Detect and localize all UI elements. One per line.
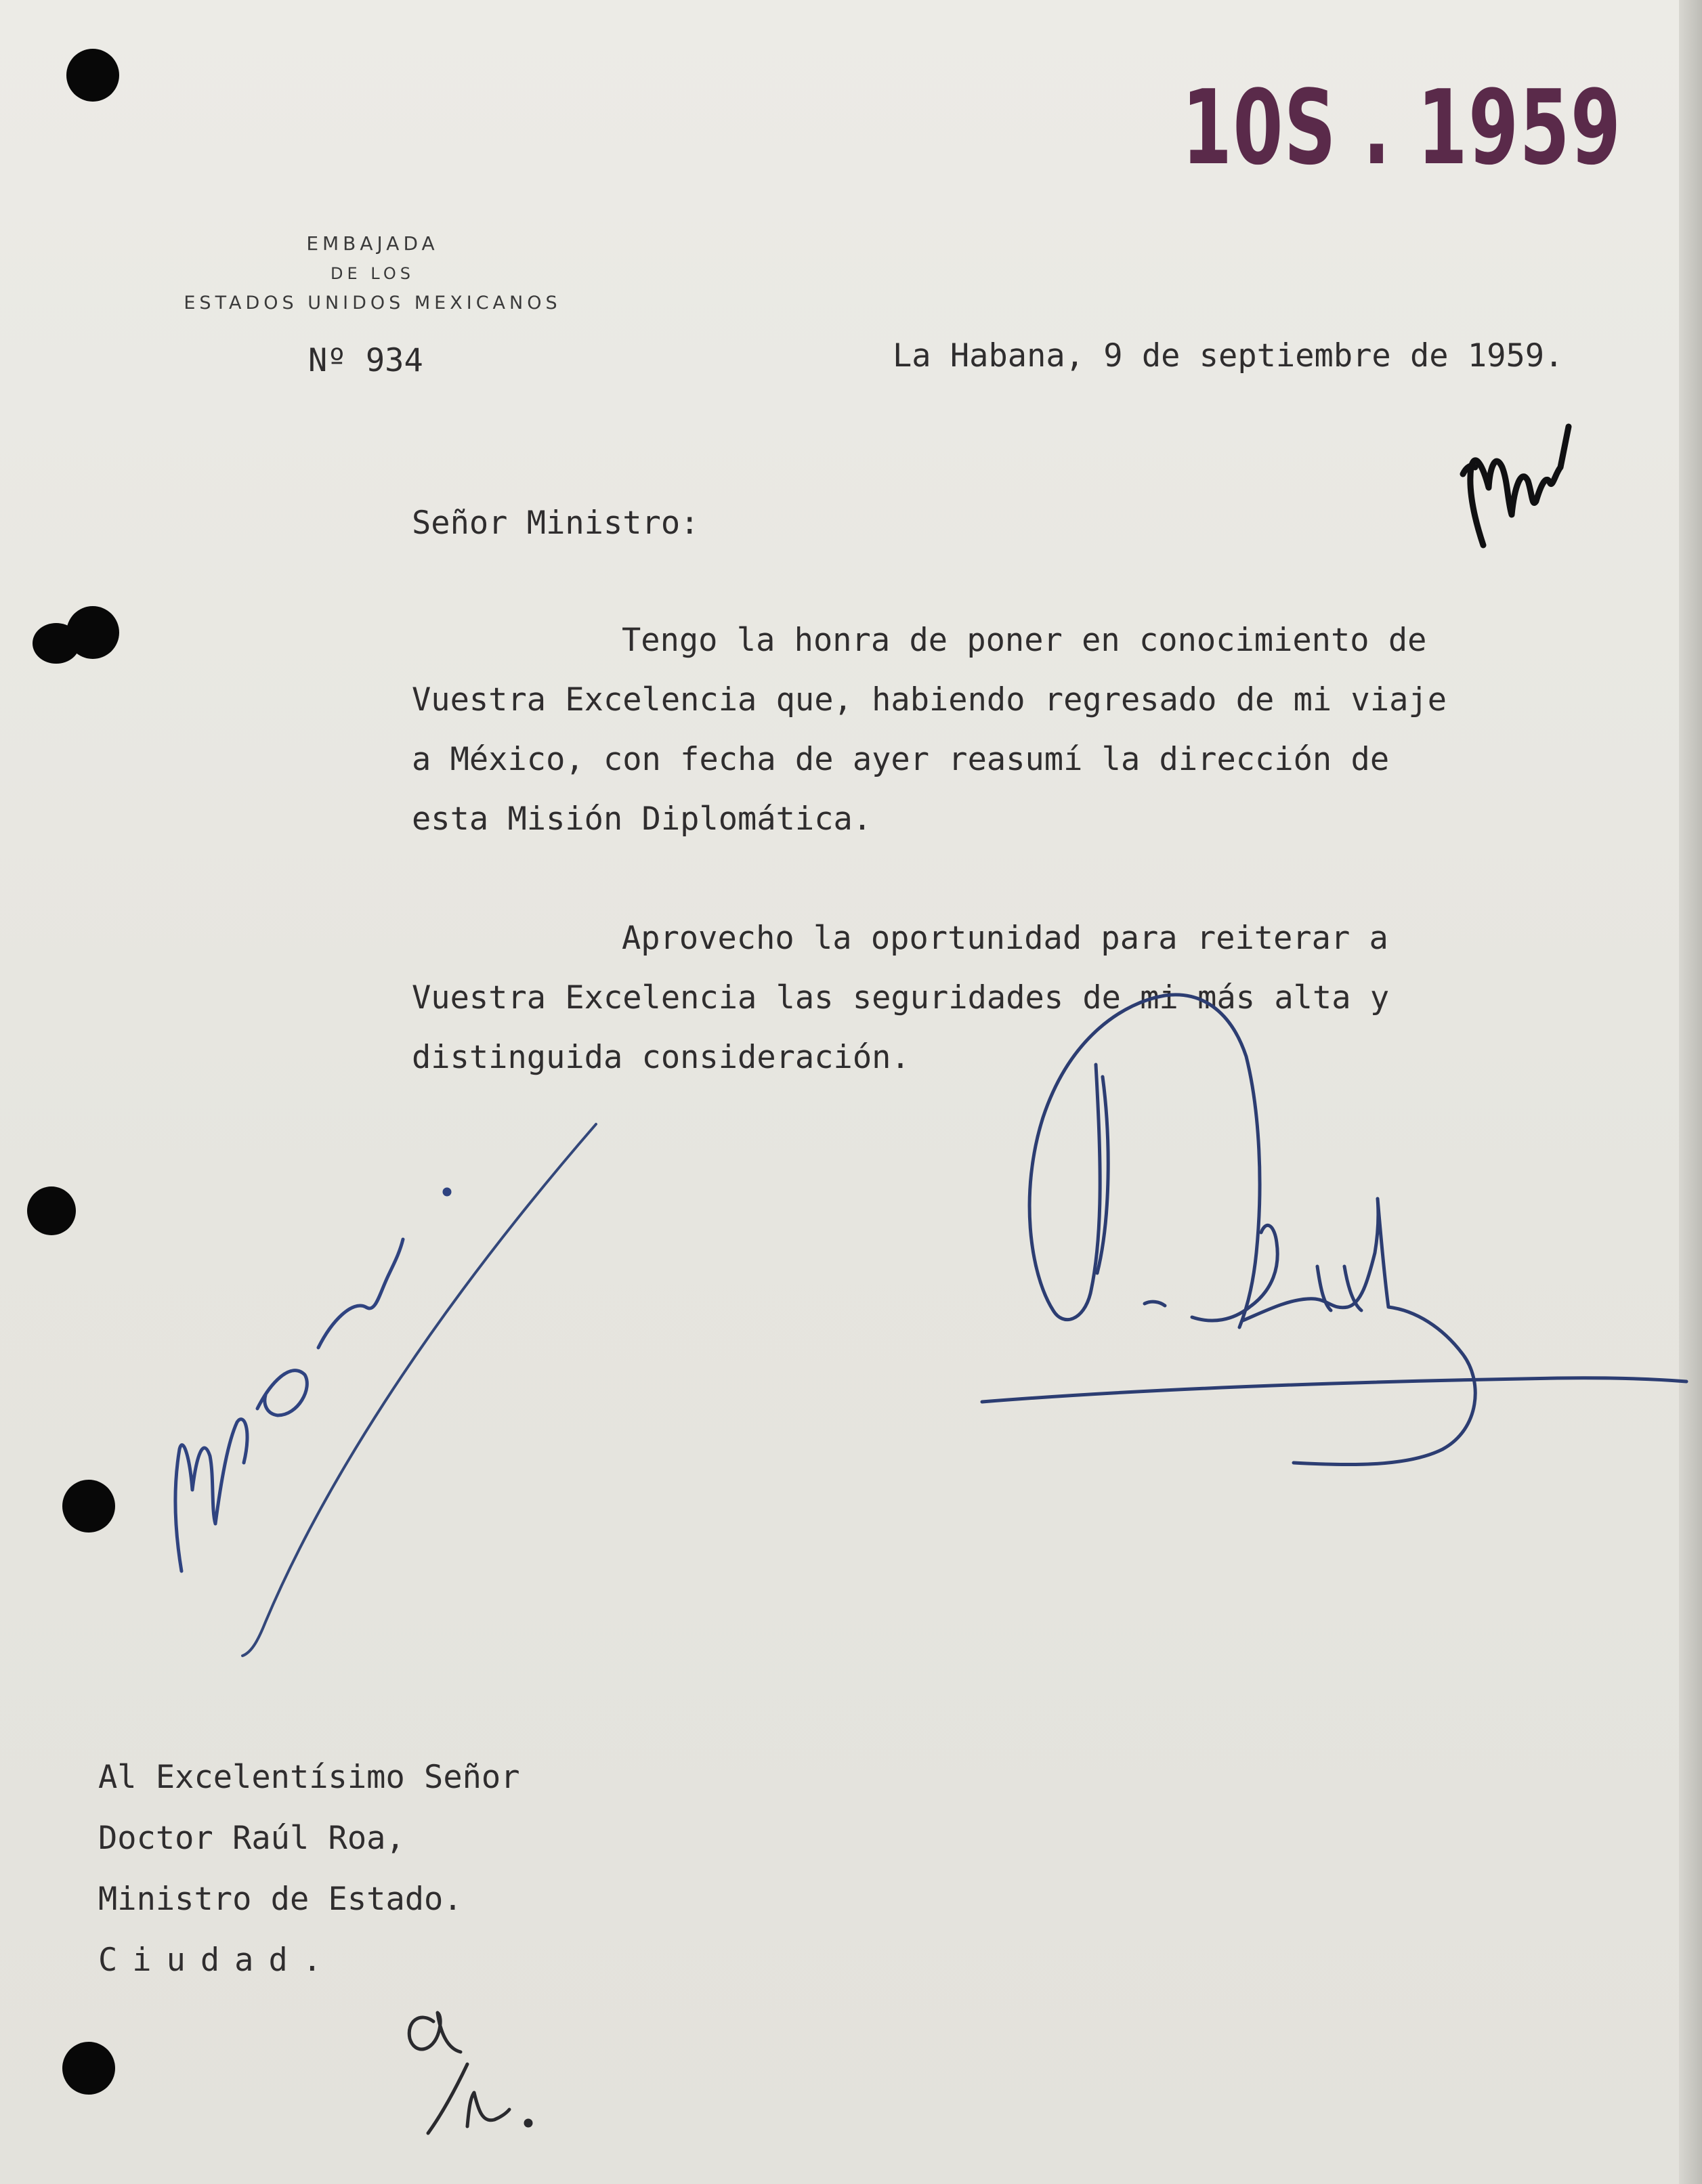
addressee-line: Doctor Raúl Roa, [98,1820,405,1857]
addressee-line: Al Excelentísimo Señor [98,1759,520,1796]
letterhead-line: ESTADOS UNIDOS MEXICANOS [184,293,561,314]
page-edge [1679,0,1702,2184]
punch-hole [62,2042,115,2095]
body-line: Vuestra Excelencia las seguridades de mi más alta y [412,979,1390,1016]
body-line: Tengo la honra de poner en conocimiento de [622,622,1427,659]
punch-hole [62,1480,115,1533]
body-line: Vuestra Excelencia que, habiendo regresado de mi viaje [412,681,1447,719]
body-line: a México, con fecha de ayer reasumí la dirección de [412,741,1390,778]
salutation: Señor Ministro: [412,505,700,542]
punch-hole [66,49,119,102]
letterhead [156,229,589,318]
received-stamp: 10S . 1959 [1182,68,1622,188]
reference-number: Nº 934 [308,342,423,379]
letterhead-line: DE LOS [331,264,414,283]
letterhead-line: EMBAJADA [306,232,439,255]
body-line: esta Misión Diplomática. [412,800,872,838]
place-date: La Habana, 9 de septiembre de 1959. [893,337,1564,374]
body-line: distinguida consideración. [412,1039,910,1076]
body-line: Aprovecho la oportunidad para reiterar a [622,920,1388,957]
punch-hole [27,1186,76,1235]
addressee-line: Ministro de Estado. [98,1881,463,1918]
addressee-line: Ciudad. [98,1942,337,1979]
punch-hole [33,623,80,664]
